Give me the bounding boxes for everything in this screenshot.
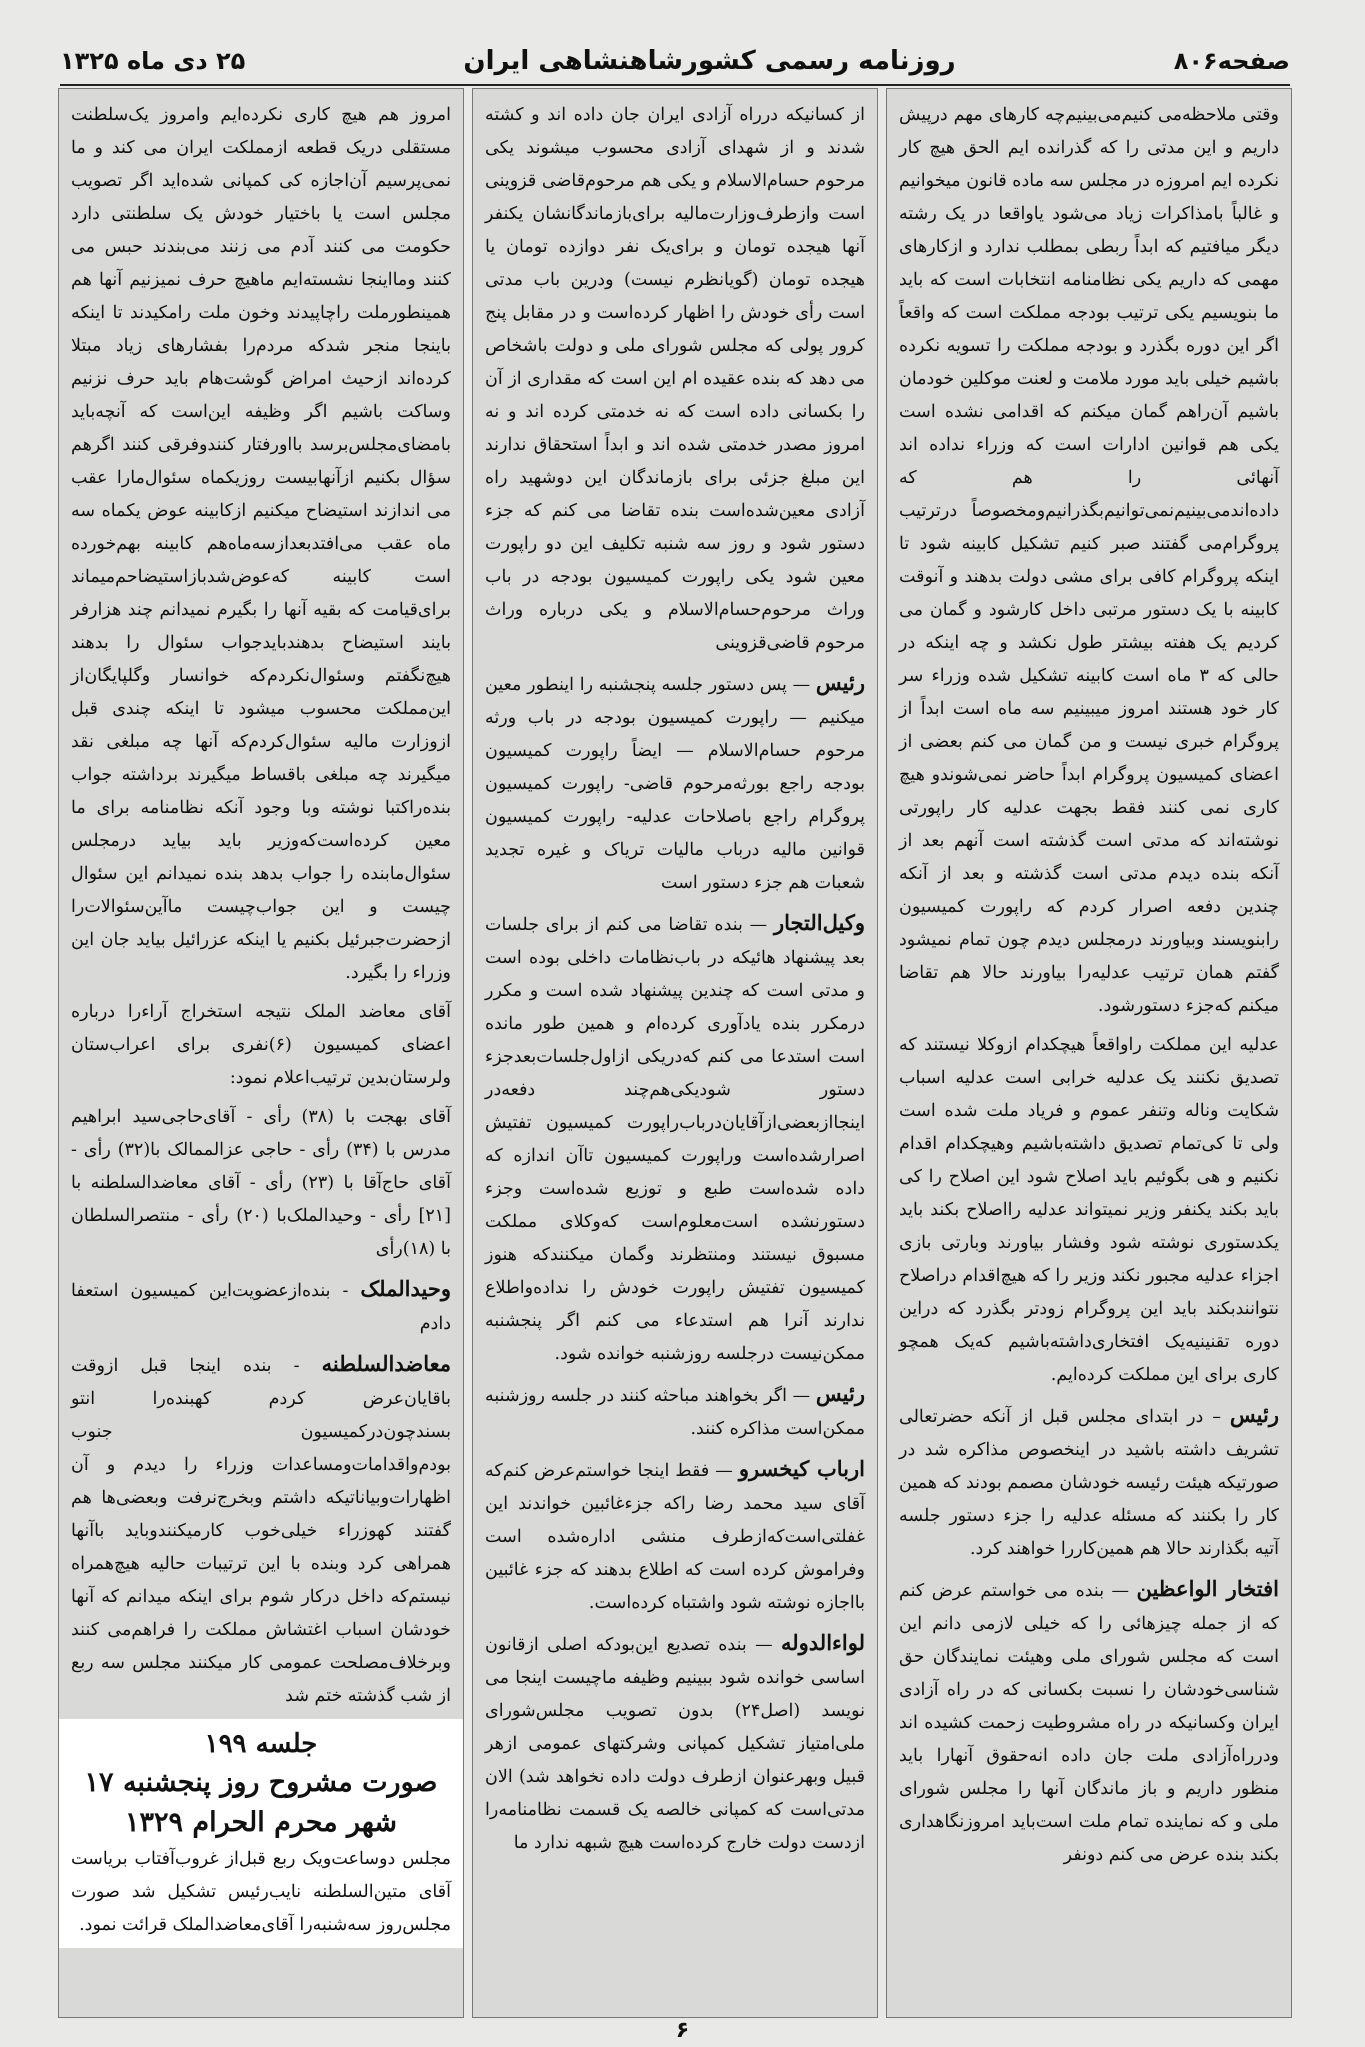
paragraph xyxy=(899,1398,1279,1566)
speech-text: — بنده تقاضا می کنم از برای جلسات بعد پیشنهاد هائیکه در باب‌نظامات داخلی بوده است و مدتی است که چندین پیشنهاد شده است و مکرر درمکرر بنده یادآوری کرده‌ام و همین طور مانده است استدعا می کنم که‌دریکی ازاول‌جلسات‌بعدجزء دستور شودیکی‌هم‌چند دفعه‌در اینجااز‌بعضی‌ازآقایان‌درباب‌راپورت کمیسیون تفتیش اصرارشده‌است وراپورت کمیسیون تا‌آن اندازه که داده شده‌است طبع و توزیع شده‌است وجزء دستورنشده است‌معلوم‌است که‌وکلای مملکت مسبوق نیستند ومنتظرند وگمان میکنند‌که هنوز کمیسیون تفتیش راپورت خودش را نداده‌واطلاع ندارند آنرا هم استدعاء می کنم اگر پنجشنبه ممکن‌نیست درجلسه روزشنبه خوانده شود. xyxy=(485,915,865,1364)
page-label: صفحه۸۰۶ xyxy=(1173,47,1290,75)
column-right xyxy=(886,88,1292,2018)
newspaper-title: روزنامه رسمی کشورشاهنشاهی ایران xyxy=(463,46,956,76)
issue-date: ۲۵ دی ماه ۱۳۲۵ xyxy=(60,47,246,75)
paragraph: عدلیه این مملکت راواقعاً هیچکدام ازوکلا نیستند که تصدیق نکنند یک عدلیه خرابی است عدلیه اسباب شکایت وناله وتنفر عموم و فریاد ملت شده است ولی تا کی‌تمام تصدیق داشته‌باشیم وهیچکدام اقدام نکنیم و هی بگوئیم باید اصلاح شود این اصلاح را کی باید بکند یکنفر وزیر نمیتواند عدلیه رااصلاح بکند باید یکدستوری نوشته شود وفشار بیاورند وبارتی بازی اجزاء عدلیه مجبور نکند وزیر را که هیچ‌اقدام دراصلاح نتوانندبکند باید این پروگرام زودتر بگذرد که دراین دوره تقنینیه‌یک افتخاری‌داشته‌باشیم که‌یک همچو کاری برای این مملکت کرده‌ایم. xyxy=(899,1035,1279,1385)
page-header xyxy=(60,38,1290,86)
speech-text: — اگر بخواهند مباحثه کنند در جلسه روزشنبه ممکن‌است مذاکره کنند. xyxy=(485,1386,865,1439)
paragraph xyxy=(71,1347,451,1713)
paragraph xyxy=(899,1572,1279,1872)
session-box xyxy=(59,1719,463,1948)
speaker-name: افتخار الواعظین xyxy=(1136,1576,1279,1601)
vote-results: آقای بهجت با (۳۸) رأی - آقای‌حاجی‌سید ابراهیم مدرس با (۳۴) رأی - حاجی عزالممالک با(۳۲) رأی - آقای حاج‌آقا با (۲۳) رأی - آقای معاضدالسلطنه با [۲۱] رأی - وحیدالملک‌با (۲۰) رأی - منتصرالسلطان با (۱۸)رأی xyxy=(71,1107,451,1259)
speech-text: — پس دستور جلسه پنجشنبه را اینطور معین میکنیم — راپورت کمیسیون بودجه در باب ورثه مرحوم حسام‌الاسلام — ایضاً راپورت کمیسیون بودجه راجع بورثه‌مرحوم قاضی- راپورت کمیسیون پروگرام راجع باصلاحات عدلیه- راپورت کمیسیون قوانین مالیه درباب مالیات تریاک و غیره تجدید شعبات هم جزء دستور است xyxy=(485,675,865,893)
speaker-name: وکیل‌التجار xyxy=(773,910,865,935)
columns xyxy=(58,88,1292,2018)
paragraph xyxy=(485,666,865,900)
paragraph xyxy=(485,1452,865,1620)
session-text: مجلس دوساعت‌ویک ربع قبل‌از غروب‌آفتاب بریاست آقای متین‌السلطنه نایب‌رئیس تشکیل شد صورت مجلس‌روز سه‌شنبه‌را آقای‌معاضدالملک قرائت نمود. xyxy=(71,1849,451,1935)
speaker-name: ارباب کیخسرو xyxy=(738,1456,865,1481)
paragraph xyxy=(71,1272,451,1341)
speech-text: — بنده می خواستم عرض کنم که از جمله چیزهائی را که خیلی لازمی دانم این است که مجلس شورای ملی وهیئت نمایندگان حق شناسی‌خودشان را نسبت بکسانی که در راه آزادی ایران وکسانیکه در راه مشروطیت زحمت کشیده اند ودرراه‌آزادی ملت جان داده انه‌حقوق آنهارا باید منظور داریم و باز ماندگان آنها را مجلس شورای ملی و که نماینده تمام ملت است‌باید امروزنگاهداری بکند بنده عرض می کنم دونفر xyxy=(899,1581,1279,1865)
footer-page-number: ۶ xyxy=(675,2018,690,2043)
speech-text: — فقط اینجا خواستم‌عرض کنم‌که آقای سید محمد رضا راکه جزء‌غائبین خواندند این غفلتی‌است‌که‌ازطرف منشی اداره‌شده است وفراموش کرده است که اطلاع بدهند که جزء غائبین بااجازه نوشته شود واشتباه کرده‌است. xyxy=(485,1461,865,1613)
column-middle xyxy=(472,88,878,2018)
session-heading: صورت مشروح روز پنجشنبه ۱۷ شهر محرم الحرام ۱۳۲۹ xyxy=(84,1767,438,1838)
speaker-name: رئیس xyxy=(815,1381,865,1406)
speaker-name: رئیس xyxy=(1229,1402,1279,1427)
session-number: جلسه ۱۹۹ xyxy=(204,1729,318,1759)
paragraph: امروز هم هیچ کاری نکرده‌ایم وامروز یک‌سلطنت مستقلی دریک قطعه ازمملکت ایران می کند و ما نمی‌پرسیم آن‌اجازه کی کمپانی شده‌اید اگر تصویب مجلس است یا باختیار خودش یک سلطنتی دارد حکومت می کنند آدم می زنند می‌بندند حبس می کنند ومااینجا نشسته‌ایم ماهیچ حرف نمیزنیم آنها هم همینطورملت راچاپیدند وخون ملت رامکیدند تا اینکه باینجا منجر شدکه مردم‌را بفشارهای زیاد مبتلا کرده‌اند ازحیث امراض گوشت‌هام باید حرف نزنیم وساکت باشیم اگر وظیفه این‌است که آنچه‌باید بامضای‌مجلس‌برسد بااورفتار کنندوفرقی کنند اگرهم سؤال بکنیم ازآنهابیست روزیکماه سئوال‌ما‌را عقب می اندازند استیضاح میکنیم ازکابینه عوض یکماه سه ماه عقب می‌افتد‌بعدازسه‌ماه‌هم کابینه بهم‌خورده است کابینه که‌عوض‌شدبازاستیضاحم‌میماند برای‌قیامت که بقیه آنها را بگیرم نمیدانم چند هزارفر بایند استیضاح بدهندبایدجواب سئوال را بدهند هیچ‌نگفتم وسئوال‌نکردم‌که خوانسار وگلپایگان‌از این‌مملکت محسوب میشود تا اینکه چندی قبل ازوزارت مالیه سئوال‌کردم‌که آنها چه مبلغی نقد میگیرند چه مبلغی باقساط میگیرند برداشته جواب بنده‌راکتبا نوشته وبا وجود آنکه نظامنامه برای ما معین کرده‌است‌که‌وزیر باید بیاید درمجلس سئوال‌ما‌بنده را جواب بدهد بنده نمیدانم این سئوال چیست و این جواب‌چیست ماآین‌سئوالات‌را ازحضرت‌جبرئیل بکنیم یا اینکه عزرائیل بیاید جان این وزراء را بگیرد. xyxy=(71,105,451,983)
paragraph: از کسانیکه درراه آزادی ایران جان داده اند و کشته شدند و از شهدای آزادی محسوب میشوند یکی مرحوم حسام‌الاسلام و یکی هم مرحوم‌قاضی قزوینی است وازطرف‌وزارت‌مالیه برای‌بازماندگانشان یکنفر آنها هیجده تومان و برای‌یک نفر دوازده تومان یا هیجده تومان (گویانظرم نیست) ودرین باب مدتی است رأی خودش را اظهار کرده‌است و در مقابل پنج کرور پولی که مجلس شورای ملی و دولت باشخاص می دهد که بنده عقیده ام این است که مقداری از آن را بکسانی داده است که نه خدمتی کرده اند و نه امروز مصدر خدمتی شده اند و ابداً استحقاق ندارند این مبلغ جزئی برای بازماندگان این دوشهید راه آزادی معین‌شده‌است بنده تقاضا می کنم که جزء دستور شود و روز سه شنبه تکلیف این دو راپورت معین شود یکی راپورت کمیسیون بودجه در باب وراث مرحوم‌حسام‌الاسلام و یکی درباره وراث مرحوم قاضی‌قزوینی xyxy=(485,105,865,653)
column-left xyxy=(58,88,464,2018)
speaker-name: وحیدالملک xyxy=(360,1276,451,1301)
speech-text: - بنده‌ازعضویت‌این کمیسیون استعفا دادم xyxy=(71,1281,451,1334)
paragraph: وقتی ملاحظه‌می کنیم‌می‌بینیم‌چه کارهای مهم درپیش داریم و این مدتی را که گذرانده ایم الحق هیچ کار نکرده ایم امروزه در مجلس سه ماده قانون میخوانیم و غالباً بامذاکرات زیاد می‌شود یاواقعا در یک رشته دیگر میافتیم که ابداً ربطی بمطلب ندارد و ازکارهای مهمی که داریم یکی نظامنامه انتخابات است که باید ما بنویسیم یکی ترتیب بودجه مملکت است که واقعاً اگر این دوره بگذرد و بودجه مملکت را تسویه نکرده باشیم خیلی باید مورد ملامت و لعنت موکلین خودمان باشیم آن‌راهم گمان میکنم که اقدامی نشده است یکی هم قوانین ادارات است که وزراء نداده اند آنهائی را هم که داده‌اندمی‌بینیم‌نمی‌توانیم‌بگذرانیم‌ومخصوصاً درترتیب پروگرام‌می گفتند صبر کنیم تشکیل کابینه شود تا اینکه پروگرام کافی برای مشی دولت بدهند و آنوقت کابینه با یک دستور مرتبی داخل کارشود و گمان می کردیم یک هفته بیشتر طول نکشد و چه اینکه در حالی که ۳ ماه است کابینه تشکیل شده وزراء سر کار خود هستند امروز میبینیم سه ماه است ابداً از پروگرام خبری نیست و من گمان می کنم بعضی از اعضای کمیسیون پروگرام ابداً حاضر نمی‌شوندو هیچ کاری نمی کنند فقط بجهت عدلیه کار راپورتی نوشته‌اند که مدتی است گذشته است آنهم بعد از آنکه بنده دیدم مدتی است گذشته و بعد از آنکه چندین دفعه اصرار کردم که راپورت کمیسیون رابنویسند وبیاورند درمجلس دیدم چون تمام نمیشود گفتم همان ترتیب عدلیه‌را بیاورند حالا هم تقاضا میکنم که‌جزء دستورشود. xyxy=(899,105,1279,1016)
speaker-name: لواءالدوله xyxy=(780,1630,865,1655)
speech-text: — بنده تصدیع این‌بودکه اصلی ازقانون اساسی خوانده شود ببینیم وظیفه ماچیست اینجا می نویسد (اصل۲۴) بدون تصویب مجلس‌شورای ملی‌امتیاز تشکیل کمپانی و‌شرکتهای عمومی ازهر قبیل وبهرعنوان ازطرف دولت داده نخواهد شد) الان مدتی‌است که کمپانی خالصه یک قسمت نظامنامه‌را ازدست دولت خارج کرده‌است هیچ شبهه ندارد ما xyxy=(485,1635,865,1853)
speaker-name: رئیس xyxy=(815,670,865,695)
paragraph xyxy=(485,906,865,1371)
paragraph xyxy=(485,1626,865,1860)
paragraph: آقای معاضد الملک نتیجه استخراج آراءرا درباره اعضای کمیسیون (۶)نفری برای اعراب‌ستان ولرستان‌بدین ترتیب‌اعلام نمود: xyxy=(71,1002,451,1088)
speaker-name: معاضدالسلطنه xyxy=(321,1351,451,1376)
speech-text: - بنده اینجا قبل ازوقت باقایان‌عرض کردم کهبنده‌را انتو بسندچون‌درکمیسیون جنوب بودم‌واقدامات‌ومساعدات وزراء را دیدم و آن اظهارات‌وبیاناتیکه داشتم وبخرج‌نرفت وبعضی‌ها هم گفتند کهوزراء خیلی‌خوب کارمیکنندوباید باآنها همراهی کرد وبنده با این ترتیبات حالیه هیچ‌همراه نیستم‌که داخل درکار شوم برای اینکه میدانم که آنها خودشان اسباب اغتشاش مملکت را فراهم‌می کنند وبرخلاف‌مصلحت عمومی کار میکنند مجلس سه ربع از شب گذشته ختم شد xyxy=(71,1356,451,1706)
speech-text: – در ابتدای مجلس قبل از آنکه حضرتعالی تشریف داشته باشید در اینخصوص مذاکره شد در صورتیکه هیئت رئیسه خودشان مصمم بودند که همین کار را بکنند که مسئله عدلیه را جزء دستور جلسه آتیه بگذارند حالا هم همین‌کاررا خواهند کرد. xyxy=(899,1407,1279,1559)
paragraph xyxy=(485,1377,865,1446)
